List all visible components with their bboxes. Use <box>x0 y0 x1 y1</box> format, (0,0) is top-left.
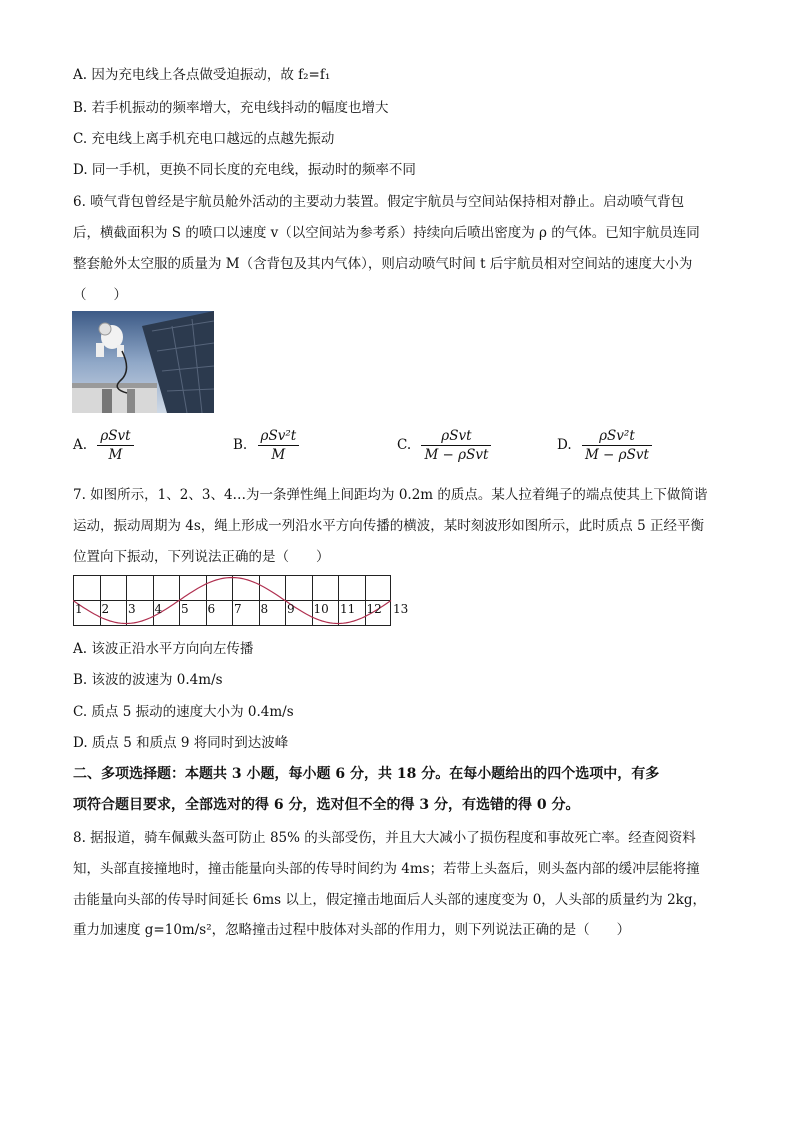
q6-option-d: D. $\frac{\text{ρSv²t}}{\text{M − ρSvt}}$ <box>557 428 652 463</box>
point-label-7: 7 <box>234 602 242 616</box>
wave-diagram <box>73 575 413 627</box>
q8-stem-line2: 知，头部直接撞地时，撞击能量向头部的传导时间约为 4ms；若带上头盔后，则头盔内部的缓冲层能将撞 <box>73 861 700 877</box>
q7-option-a: A. 该波正沿水平方向向左传播 <box>73 641 254 657</box>
q6-stem-line4: （ ） <box>73 287 127 303</box>
q7-stem-line3: 位置向下振动，下列说法正确的是（ ） <box>73 549 330 565</box>
q6-stem-line3: 整套舱外太空服的质量为 M（含背包及其内气体），则启动喷气时间 t 后宇航员相对空间站的速度大小为 <box>73 256 693 272</box>
q7-stem-line2: 运动，振动周期为 4s，绳上形成一列沿水平方向传播的横波，某时刻波形如图所示，此时质点 5 正经平衡 <box>73 518 704 534</box>
q8-stem-line4: 重力加速度 g=10m/s²，忽略撞击过程中肢体对头部的作用力，则下列说法正确的是（ ） <box>73 922 631 938</box>
point-label-12: 12 <box>366 602 382 616</box>
q6-option-a: A. $\frac{\text{ρSvt}}{M}$ <box>73 428 134 463</box>
q7-option-d: D. 质点 5 和质点 9 将同时到达波峰 <box>73 735 289 751</box>
q5-option-c: C. 充电线上离手机充电口越远的点越先振动 <box>73 131 335 147</box>
q6-stem-line1: 6. 喷气背包曾经是宇航员舱外活动的主要动力装置。假定宇航员与空间站保持相对静止。启动喷气背包 <box>73 194 685 210</box>
point-label-6: 6 <box>207 602 216 616</box>
q7-option-b: B. 该波的波速为 0.4m/s <box>73 672 223 688</box>
point-label-3: 3 <box>128 602 136 616</box>
point-label-13: 13 <box>393 602 409 616</box>
q7-stem-line1: 7. 如图所示，1、2、3、4…为一条弹性绳上间距均为 0.2m 的质点。某人拉着绳子的端点使其上下做简谐 <box>73 487 708 503</box>
q8-stem-line3: 击能量向头部的传导时间延长 6ms 以上，假定撞击地面后人头部的速度变为 0，人头部的质量约为 2kg， <box>73 892 706 908</box>
point-label-4: 4 <box>154 602 163 616</box>
point-label-10: 10 <box>313 602 329 616</box>
point-label-11: 11 <box>340 602 356 616</box>
q5-option-b: B. 若手机振动的频率增大，充电线抖动的幅度也增大 <box>73 100 389 116</box>
point-label-2: 2 <box>101 602 110 616</box>
section2-heading-line2: 项符合题目要求，全部选对的得 6 分，选对但不全的得 3 分，有选错的得 0 分。 <box>73 797 580 813</box>
point-label-5: 5 <box>181 602 189 616</box>
q7-option-c: C. 质点 5 振动的速度大小为 0.4m/s <box>73 704 294 720</box>
q5-option-a: A. 因为充电线上各点做受迫振动，故 f₂=f₁ <box>73 67 331 83</box>
q5-option-d: D. 同一手机，更换不同长度的充电线，振动时的频率不同 <box>73 162 416 178</box>
q6-stem-line2: 后，横截面积为 S 的喷口以速度 v（以空间站为参考系）持续向后喷出密度为 ρ 的气体。已知宇航员连同 <box>73 225 700 241</box>
point-label-1: 1 <box>75 602 83 616</box>
q8-stem-line1: 8. 据报道，骑车佩戴头盔可防止 85% 的头部受伤，并且大大减小了损伤程度和事故死亡率。经查阅资料 <box>73 830 696 846</box>
point-label-9: 9 <box>287 602 295 616</box>
q6-option-b: B. $\frac{\text{ρSv²t}}{M}$ <box>233 428 299 463</box>
astronaut-image <box>72 311 214 413</box>
q6-option-c: C. $\frac{\text{ρSvt}}{\text{M − ρSvt}}$ <box>397 428 491 463</box>
section2-heading-line1: 二、多项选择题：本题共 3 小题，每小题 6 分，共 18 分。在每小题给出的四个选项中，有多 <box>73 766 660 782</box>
point-label-8: 8 <box>260 602 269 616</box>
